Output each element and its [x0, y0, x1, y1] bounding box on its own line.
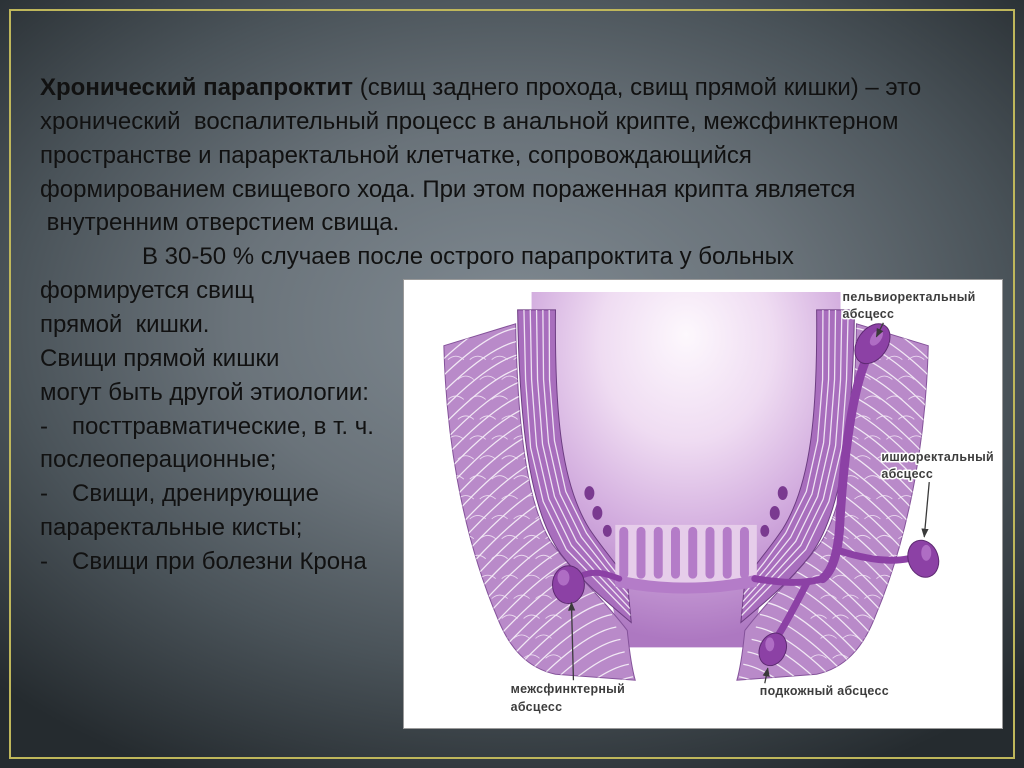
text-line: Свищи прямой кишки [40, 344, 280, 372]
fat-lobule [448, 515, 464, 518]
ischiorectal-abscess [903, 536, 944, 582]
fat-lobule [448, 595, 464, 598]
fat-lobule [480, 615, 496, 618]
bullet-text: Свищи, дренирующие [72, 480, 319, 508]
anal-column [637, 527, 646, 579]
anal-gland [592, 506, 602, 520]
label-pelvirectal: абсцесс [842, 306, 895, 321]
fat-lobule [502, 655, 518, 658]
fistula-tract [755, 579, 823, 583]
fat-lobule [458, 575, 474, 578]
bullet-marker: - [40, 548, 48, 576]
abscess-highlight [765, 637, 774, 651]
anal-column [619, 527, 628, 579]
abscess-cavity [553, 566, 585, 604]
anal-column [688, 527, 697, 579]
anatomy-figure [403, 279, 1003, 729]
text-line-indented: В 30-50 % случаев после острого парапроктита у больных [142, 243, 794, 271]
arrow-ischiorectal [924, 482, 929, 537]
bullet-text: посттравматические, в т. ч. [72, 412, 374, 440]
abscess-highlight [921, 545, 931, 561]
anal-gland [584, 486, 594, 500]
label-ischiorectal: абсцесс [881, 467, 934, 482]
text-line: внутренним отверстием свища. [40, 209, 400, 237]
text-line: формированием свищевого хода. При этом пораженная крипта является [40, 175, 856, 203]
fat-lobule [458, 615, 474, 618]
label-pelvirectal: пельвиоректальный [842, 289, 976, 304]
anal-crypts [615, 525, 757, 594]
anal-column [705, 527, 714, 579]
text-line: могут быть другой этиологии: [40, 378, 369, 406]
bullet-marker: - [40, 480, 48, 508]
fat-lobule [480, 655, 496, 658]
bullet-continuation: послеоперационные; [40, 446, 277, 474]
anal-column [723, 527, 732, 579]
anal-column [671, 527, 680, 579]
label-intersphincteric: абсцесс [510, 700, 563, 715]
text-line: прямой кишки. [40, 311, 210, 339]
anal-column [740, 527, 749, 579]
fat-lobule [470, 595, 486, 598]
bullet-continuation: параректальные кисты; [40, 514, 303, 542]
anorectal-abscess-illustration [404, 280, 1002, 728]
text-line [40, 71, 921, 105]
bullet-marker: - [40, 412, 48, 440]
text-line: пространстве и параректальной клетчатке, сопровождающийся [40, 141, 752, 169]
term-heading: Хронический парапроктит [40, 74, 354, 101]
fat-lobule [458, 655, 474, 658]
label-intersphincteric: межсфинктерный [510, 682, 626, 697]
fat-lobule [470, 635, 486, 638]
anal-gland [603, 525, 612, 537]
anal-column [654, 527, 663, 579]
abscess-highlight [557, 570, 569, 586]
fat-lobule [448, 555, 464, 558]
label-subcutaneous: подкожный абсцесс [759, 684, 889, 699]
fat-lobule [448, 635, 464, 638]
bullet-text: Свищи при болезни Крона [72, 548, 367, 576]
label-ischiorectal: ишиоректальный [881, 450, 994, 465]
text-fragment: (свищ заднего прохода, свищ прямой кишки) – это [353, 74, 922, 101]
text-line: формируется свищ [40, 277, 254, 305]
text-line: хронический воспалительный процесс в анальной крипте, межсфинктерном [40, 107, 899, 135]
